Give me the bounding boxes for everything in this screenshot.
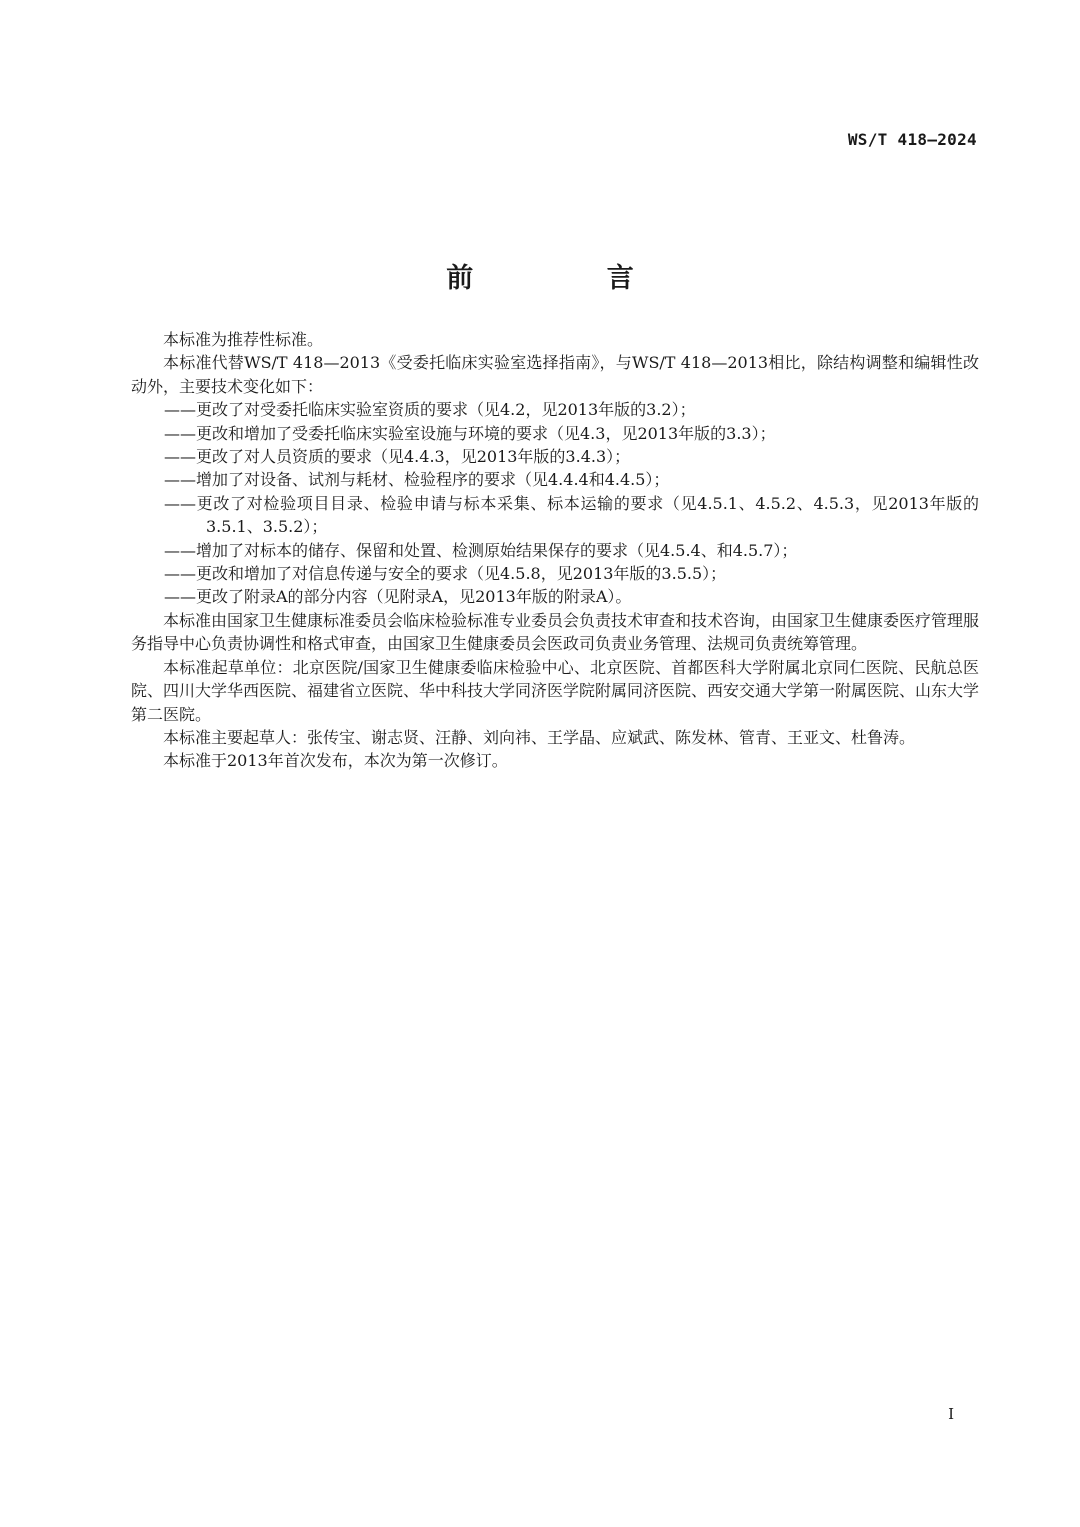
change-item: ——更改和增加了受委托临床实验室设施与环境的要求（见4.3，见2013年版的3.3）；	[164, 423, 776, 443]
paragraph-drafting-units: 本标准起草单位：北京医院/国家卫生健康委临床检验中心、北京医院、首都医科大学附属北京同仁医院、民航总医院、四川大学华西医院、福建省立医院、华中科技大学同济医学院附属同济医院、西安交通大学第一附属医院、山东大学第二医院。	[131, 657, 980, 724]
paragraph-review: 本标准由国家卫生健康标准委员会临床检验标准专业委员会负责技术审查和技术咨询，由国家卫生健康委医疗管理服务指导中心负责协调性和格式审查，由国家卫生健康委员会医政司负责业务管理、法规司负责统筹管理。	[131, 610, 980, 654]
paragraph-drafters: 本标准主要起草人：张传宝、谢志贤、汪静、刘向祎、王学晶、应斌武、陈发林、管青、王亚文、杜鲁涛。	[163, 727, 916, 747]
change-item: ——更改了对检验项目目录、检验申请与标本采集、标本运输的要求（见4.5.1、4.5.2、4.5.3，见2013年版的3.5.1、3.5.2）；	[164, 493, 979, 537]
change-item: ——更改了对受委托临床实验室资质的要求（见4.2，见2013年版的3.2）；	[164, 400, 696, 420]
foreword-body	[131, 328, 979, 773]
change-item: ——更改了对人员资质的要求（见4.4.3，见2013年版的3.4.3）；	[164, 447, 631, 467]
paragraph-history: 本标准于2013年首次发布，本次为第一次修订。	[163, 751, 508, 771]
change-item: ——增加了对标本的储存、保留和处置、检测原始结果保存的要求（见4.5.4、和4.5.7）；	[164, 540, 798, 560]
standard-code: WS/T 418—2024	[847, 130, 977, 149]
change-list	[131, 398, 979, 609]
paragraph-replacement: 本标准代替WS/T 418—2013《受委托临床实验室选择指南》，与WS/T 418—2013相比，除结构调整和编辑性改动外，主要技术变化如下：	[131, 353, 979, 396]
page-number: I	[948, 1405, 954, 1423]
change-item: ——更改和增加了对信息传递与安全的要求（见4.5.8，见2013年版的3.5.5）；	[164, 564, 727, 584]
page-title: 前 言	[446, 263, 696, 294]
change-item: ——增加了对设备、试剂与耗材、检验程序的要求（见4.4.4和4.4.5）；	[164, 470, 670, 490]
paragraph-recommended: 本标准为推荐性标准。	[163, 330, 324, 349]
change-item: ——更改了附录A的部分内容（见附录A，见2013年版的附录A）。	[164, 587, 632, 607]
